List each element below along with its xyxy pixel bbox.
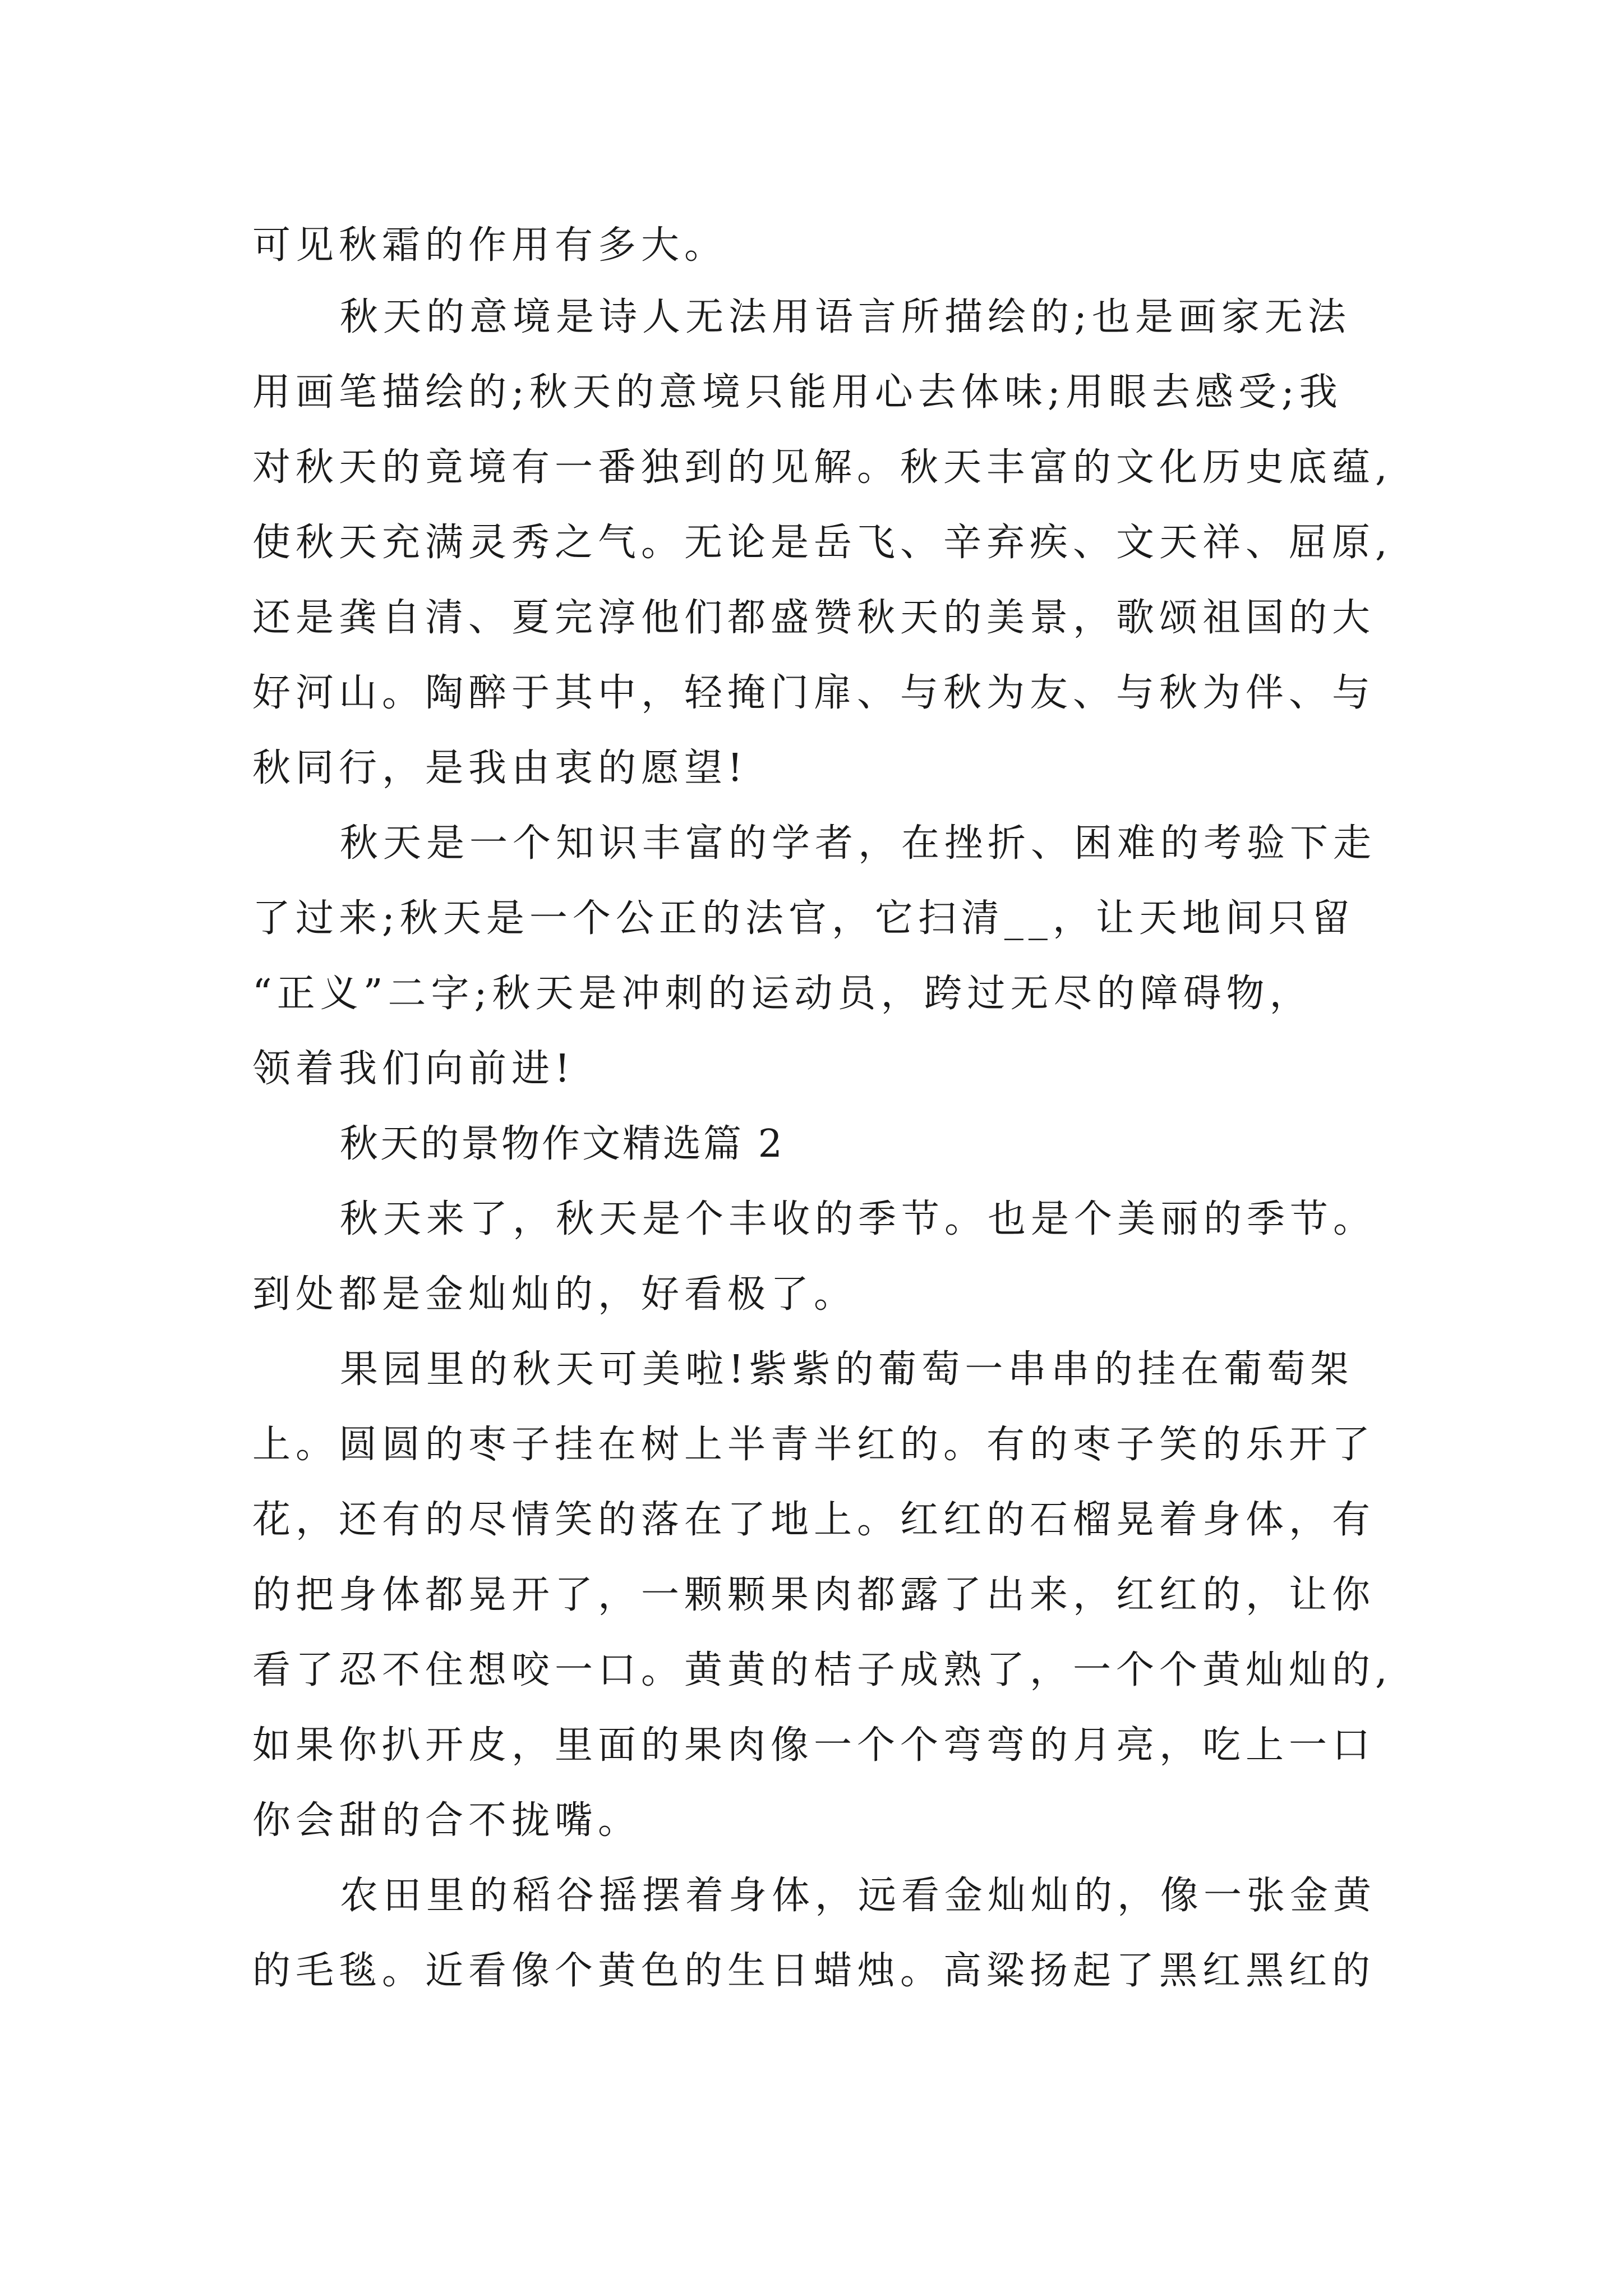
text-line: 如果你扒开皮，里面的果肉像一个个弯弯的月亮，吃上一口 [252, 1723, 1376, 1768]
text-line: 秋同行，是我由衷的愿望! [252, 746, 748, 790]
text-line: 你会甜的合不拢嘴。 [252, 1798, 642, 1843]
paragraph-first-line: 果园里的秋天可美啦!紫紫的葡萄一串串的挂在葡萄架 [340, 1347, 1354, 1392]
text-line: 还是龚自清、夏完淳他们都盛赞秋天的美景，歌颂祖国的大 [252, 596, 1376, 640]
section-heading: 秋天的景物作文精选篇 2 [340, 1122, 785, 1166]
text-line: 用画笔描绘的;秋天的意境只能用心去体味;用眼去感受;我 [252, 370, 1343, 415]
paragraph-first-line: 秋天是一个知识丰富的学者，在挫折、困难的考验下走 [340, 821, 1377, 866]
text-line: 看了忍不住想咬一口。黄黄的桔子成熟了，一个个黄灿灿的, [252, 1648, 1393, 1692]
text-line: 的把身体都晃开了，一颗颗果肉都露了出来，红红的，让你 [252, 1573, 1376, 1617]
paragraph-first-line: 农田里的稻谷摇摆着身体，远看金灿灿的，像一张金黄 [340, 1874, 1377, 1918]
text-line: 了过来;秋天是一个公正的法官，它扫清__，让天地间只留 [252, 896, 1355, 941]
text-line: 使秋天充满灵秀之气。无论是岳飞、辛弃疾、文天祥、屈原, [252, 521, 1393, 565]
paragraph-first-line: 秋天来了，秋天是个丰收的季节。也是个美丽的季节。 [340, 1197, 1377, 1241]
text-line: 的毛毯。近看像个黄色的生日蜡烛。高粱扬起了黑红黑红的 [252, 1949, 1376, 1993]
text-line: 对秋天的竟境有一番独到的见解。秋天丰富的文化历史底蕴, [252, 445, 1393, 490]
text-line: 到处都是金灿灿的，好看极了。 [252, 1272, 857, 1317]
text-line: “正义”二字;秋天是冲刺的运动员，跨过无尽的障碍物， [252, 972, 1313, 1016]
text-line: 领着我们向前进! [252, 1047, 575, 1091]
text-line: 花，还有的尽情笑的落在了地上。红红的石榴晃着身体，有 [252, 1498, 1376, 1542]
text-line: 上。圆圆的枣子挂在树上半青半红的。有的枣子笑的乐开了 [252, 1423, 1376, 1467]
text-line: 好河山。陶醉于其中，轻掩门扉、与秋为友、与秋为伴、与 [252, 671, 1376, 715]
paragraph-first-line: 秋天的意境是诗人无法用语言所描绘的;也是画家无法 [340, 295, 1351, 339]
text-line: 可见秋霜的作用有多大。 [252, 223, 728, 268]
